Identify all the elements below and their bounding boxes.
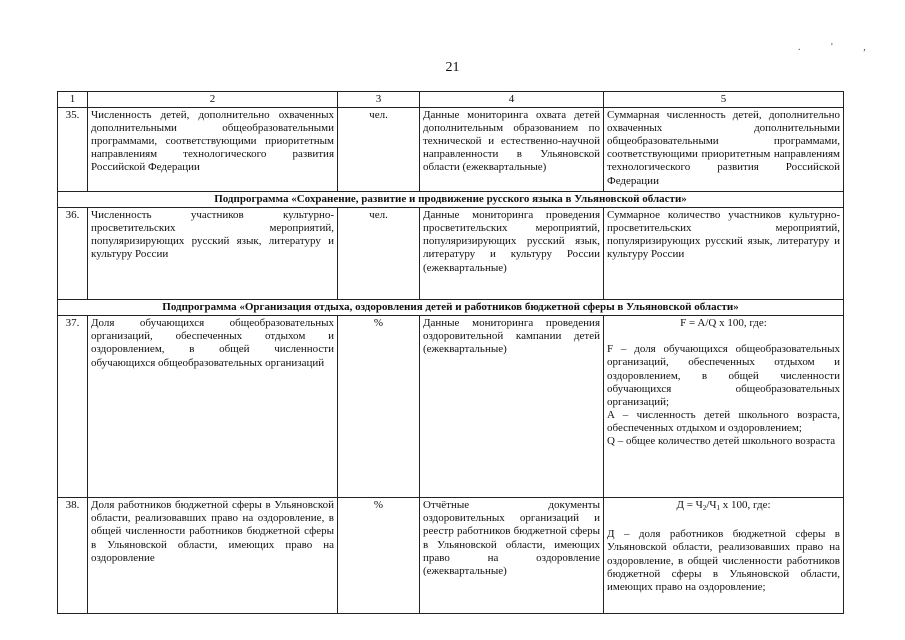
corner-marks: . ' , xyxy=(798,42,880,53)
column-number: 3 xyxy=(338,92,420,108)
page-number: 21 xyxy=(445,60,460,75)
formula-definition: Д – доля работников бюджетной сферы в Ульяновской области, реализовавших право на оздоровление, в общей численности работников бюджетной сферы в Ульяновской области, имеющих право на оздоровление; xyxy=(607,528,840,593)
unit-of-measure: чел. xyxy=(338,108,420,192)
unit-of-measure: чел. xyxy=(338,208,420,300)
subprogram-heading: Подпрограмма «Организация отдыха, оздоровления детей и работников бюджетной сферы в Ульяновской области» xyxy=(58,300,844,316)
table-row xyxy=(58,498,844,614)
indicator-name: Доля работников бюджетной сферы в Ульяновской области, реализовавших право на оздоровление, в общей численности работников бюджетной сферы в Ульяновской области, имеющих право на оздоровление xyxy=(88,498,338,614)
data-source: Данные мониторинга проведения оздоровительной кампании детей (ежеквартальные) xyxy=(420,316,604,498)
indicator-name: Численность участников культурно-просветительских мероприятий, популяризирующих русский язык, литературу и культуру России xyxy=(88,208,338,300)
subprogram-heading: Подпрограмма «Сохранение, развитие и продвижение русского языка в Ульяновской области» xyxy=(58,192,844,208)
indicator-name: Численность детей, дополнительно охваченных дополнительными общеобразовательными программами, соответствующими приоритетным направлениям технологического развития Российской Федерации xyxy=(88,108,338,192)
table-row xyxy=(58,108,844,192)
unit-of-measure: % xyxy=(338,498,420,614)
formula: F = A/Q x 100, где: xyxy=(680,317,767,330)
table-row xyxy=(58,208,844,300)
row-number: 35. xyxy=(58,108,88,192)
unit-of-measure: % xyxy=(338,316,420,498)
data-source: Данные мониторинга проведения просветительских мероприятий, популяризирующих русский язык, литературу и культуру России (ежеквартальные) xyxy=(420,208,604,300)
column-number: 2 xyxy=(88,92,338,108)
column-number-row xyxy=(58,92,844,108)
subprogram-row xyxy=(58,300,844,316)
calculation-method xyxy=(604,316,844,498)
formula-definition: A – численность детей школьного возраста, обеспеченных отдыхом и оздоровлением; xyxy=(607,408,840,434)
calculation-method xyxy=(604,498,844,614)
column-number: 1 xyxy=(58,92,88,108)
indicator-name: Доля обучающихся общеобразовательных организаций, обеспеченных отдыхом и оздоровлением, в общей численности обучающихся общеобразовательных организаций xyxy=(88,316,338,498)
formula-definition: F – доля обучающихся общеобразовательных организаций, обеспеченных отдыхом и оздоровлением, в общей численности обучающихся общеобразовательных организаций; xyxy=(607,343,840,408)
column-number: 4 xyxy=(420,92,604,108)
row-number: 36. xyxy=(58,208,88,300)
row-number: 38. xyxy=(58,498,88,614)
subprogram-row xyxy=(58,192,844,208)
table-row xyxy=(58,316,844,498)
formula: Д = Ч2/Ч1 x 100, где: xyxy=(676,499,771,513)
formula-definition: Q – общее количество детей школьного возраста xyxy=(607,435,836,448)
data-source: Отчётные документы оздоровительных организаций и реестр работников бюджетной сферы в Ульяновской области, имеющих право на оздоровление (ежеквартальные) xyxy=(420,498,604,614)
indicators-table xyxy=(57,91,844,614)
row-number: 37. xyxy=(58,316,88,498)
calculation-method: Суммарное количество участников культурно-просветительских мероприятий, популяризирующих русский язык, литературу и культуру России xyxy=(604,208,844,300)
column-number: 5 xyxy=(604,92,844,108)
data-source: Данные мониторинга охвата детей дополнительным образованием по технической и естественно-научной направленности в Ульяновской области (ежеквартальные) xyxy=(420,108,604,192)
calculation-method: Суммарная численность детей, дополнительно охваченных дополнительными общеобразовательными программами, соответствующими приоритетным направлениям технологического развития Российской Федерации xyxy=(604,108,844,192)
